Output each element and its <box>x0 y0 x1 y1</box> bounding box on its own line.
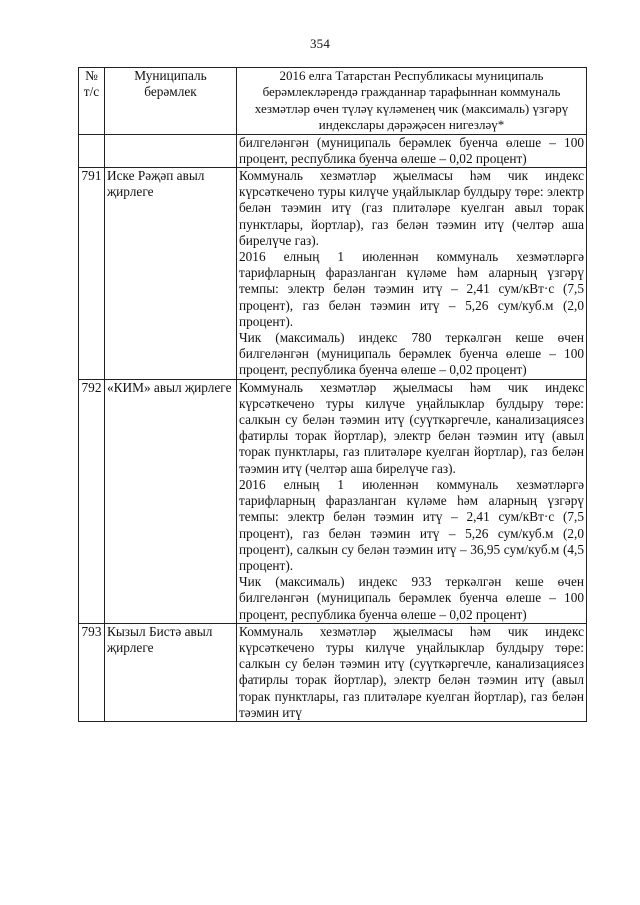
description-paragraph: Коммуналь хезмәтләр җыелмасы һәм чик индекс күрсәткечено туры килүче уңайлыклар булдыру төре: салкын су белән тәэмин итү (суүткәргечле, канализациясез фатирлы торак йортлар), электр белән тәэмин итү (авыл торак пунктлары, газ плитәләре куелган йортлар), газ белән тәэмин итү <box>239 623 584 720</box>
table-row <box>79 379 587 623</box>
row-number: 792 <box>79 379 105 623</box>
table-row <box>79 623 587 721</box>
header-description: 2016 елга Татарстан Республикасы муниципаль берәмлекләрендә гражданнар тарафыннан коммуналь хезмәтләр өчен түләү күләменең чик (максималь) үзгәрү индекслары дәрәҗәсен нигезләү* <box>237 68 587 135</box>
continuation-row <box>79 134 587 167</box>
description-cell <box>237 168 587 380</box>
description-paragraph: Коммуналь хезмәтләр җыелмасы һәм чик индекс күрсәткечено туры килүче уңайлыклар булдыру төре: электр белән тәэмин итү (газ плитәләре куелган авыл торак пунктлары, йортлар), газ белән тәэмин итү (чeлтәр аша бирелүче газ). <box>239 168 584 248</box>
row-number: 791 <box>79 168 105 380</box>
description-paragraph: Чик (максималь) индекс 780 теркәлгән кеше өчен билгеләнгән (муниципаль берәмлек буенча өлеше – 100 процент, республика буенча өлеше – 0,02 процент) <box>239 330 584 378</box>
description-cell <box>237 623 587 721</box>
description-paragraph: 2016 елның 1 июленнән коммуналь хезмәтләргә тарифларның фаразланган күләме һәм аларның үзгәрү темпы: электр белән тәэмин итү – 2,41 сум/кВт·с (7,5 процент), газ белән тәэмин итү – 5,26 сум/куб.м (2,0 процент), салкын су белән тәэмин итү – 36,95 сум/куб.м (4,5 процент). <box>239 476 584 573</box>
header-municipality: Муниципаль берәмлек <box>105 68 237 135</box>
continuation-name-cell <box>105 134 237 167</box>
municipality-name: Иске Рәҗәп авыл җирлеге <box>105 168 237 380</box>
table-row <box>79 168 587 380</box>
municipality-name: «КИМ» авыл җирлеге <box>105 379 237 623</box>
description-paragraph: 2016 елның 1 июленнән коммуналь хезмәтләргә тарифларның фаразланган күләме һәм аларның үзгәрү темпы: электр белән тәэмин итү – 2,41 сум/кВт·с (7,5 процент), газ белән тәэмин итү – 5,26 сум/куб.м (2,0 процент). <box>239 249 584 329</box>
continuation-text: билгеләнгән (муниципаль берәмлек буенча өлеше – 100 процент, республика буенча өлеше – 0,02 процент) <box>237 134 587 167</box>
description-paragraph: Коммуналь хезмәтләр җыелмасы һәм чик индекс күрсәткечено туры килүче уңайлыклар булдыру төре: салкын су белән тәэмин итү (суүткәргечле, канализациясез фатирлы торак йортлар), электр белән тәэмин итү (авыл торак пунктлары, газ плитәләре куелган йортлар), газ белән тәэмин итү (чeлтәр аша бирелүче газ). <box>239 379 584 476</box>
row-number: 793 <box>79 623 105 721</box>
municipality-name: Кызыл Бистә авыл җирлеге <box>105 623 237 721</box>
table-header-row <box>79 68 587 135</box>
tariff-index-table <box>78 67 587 722</box>
description-cell <box>237 379 587 623</box>
page-number: 354 <box>309 36 331 51</box>
description-paragraph: Чик (максималь) индекс 933 теркәлгән кеше өчен билгеләнгән (муниципаль берәмлек буенча өлеше – 100 процент, республика буенча өлеше – 0,02 процент) <box>239 574 584 622</box>
header-number: № т/с <box>79 68 105 135</box>
continuation-num-cell <box>79 134 105 167</box>
